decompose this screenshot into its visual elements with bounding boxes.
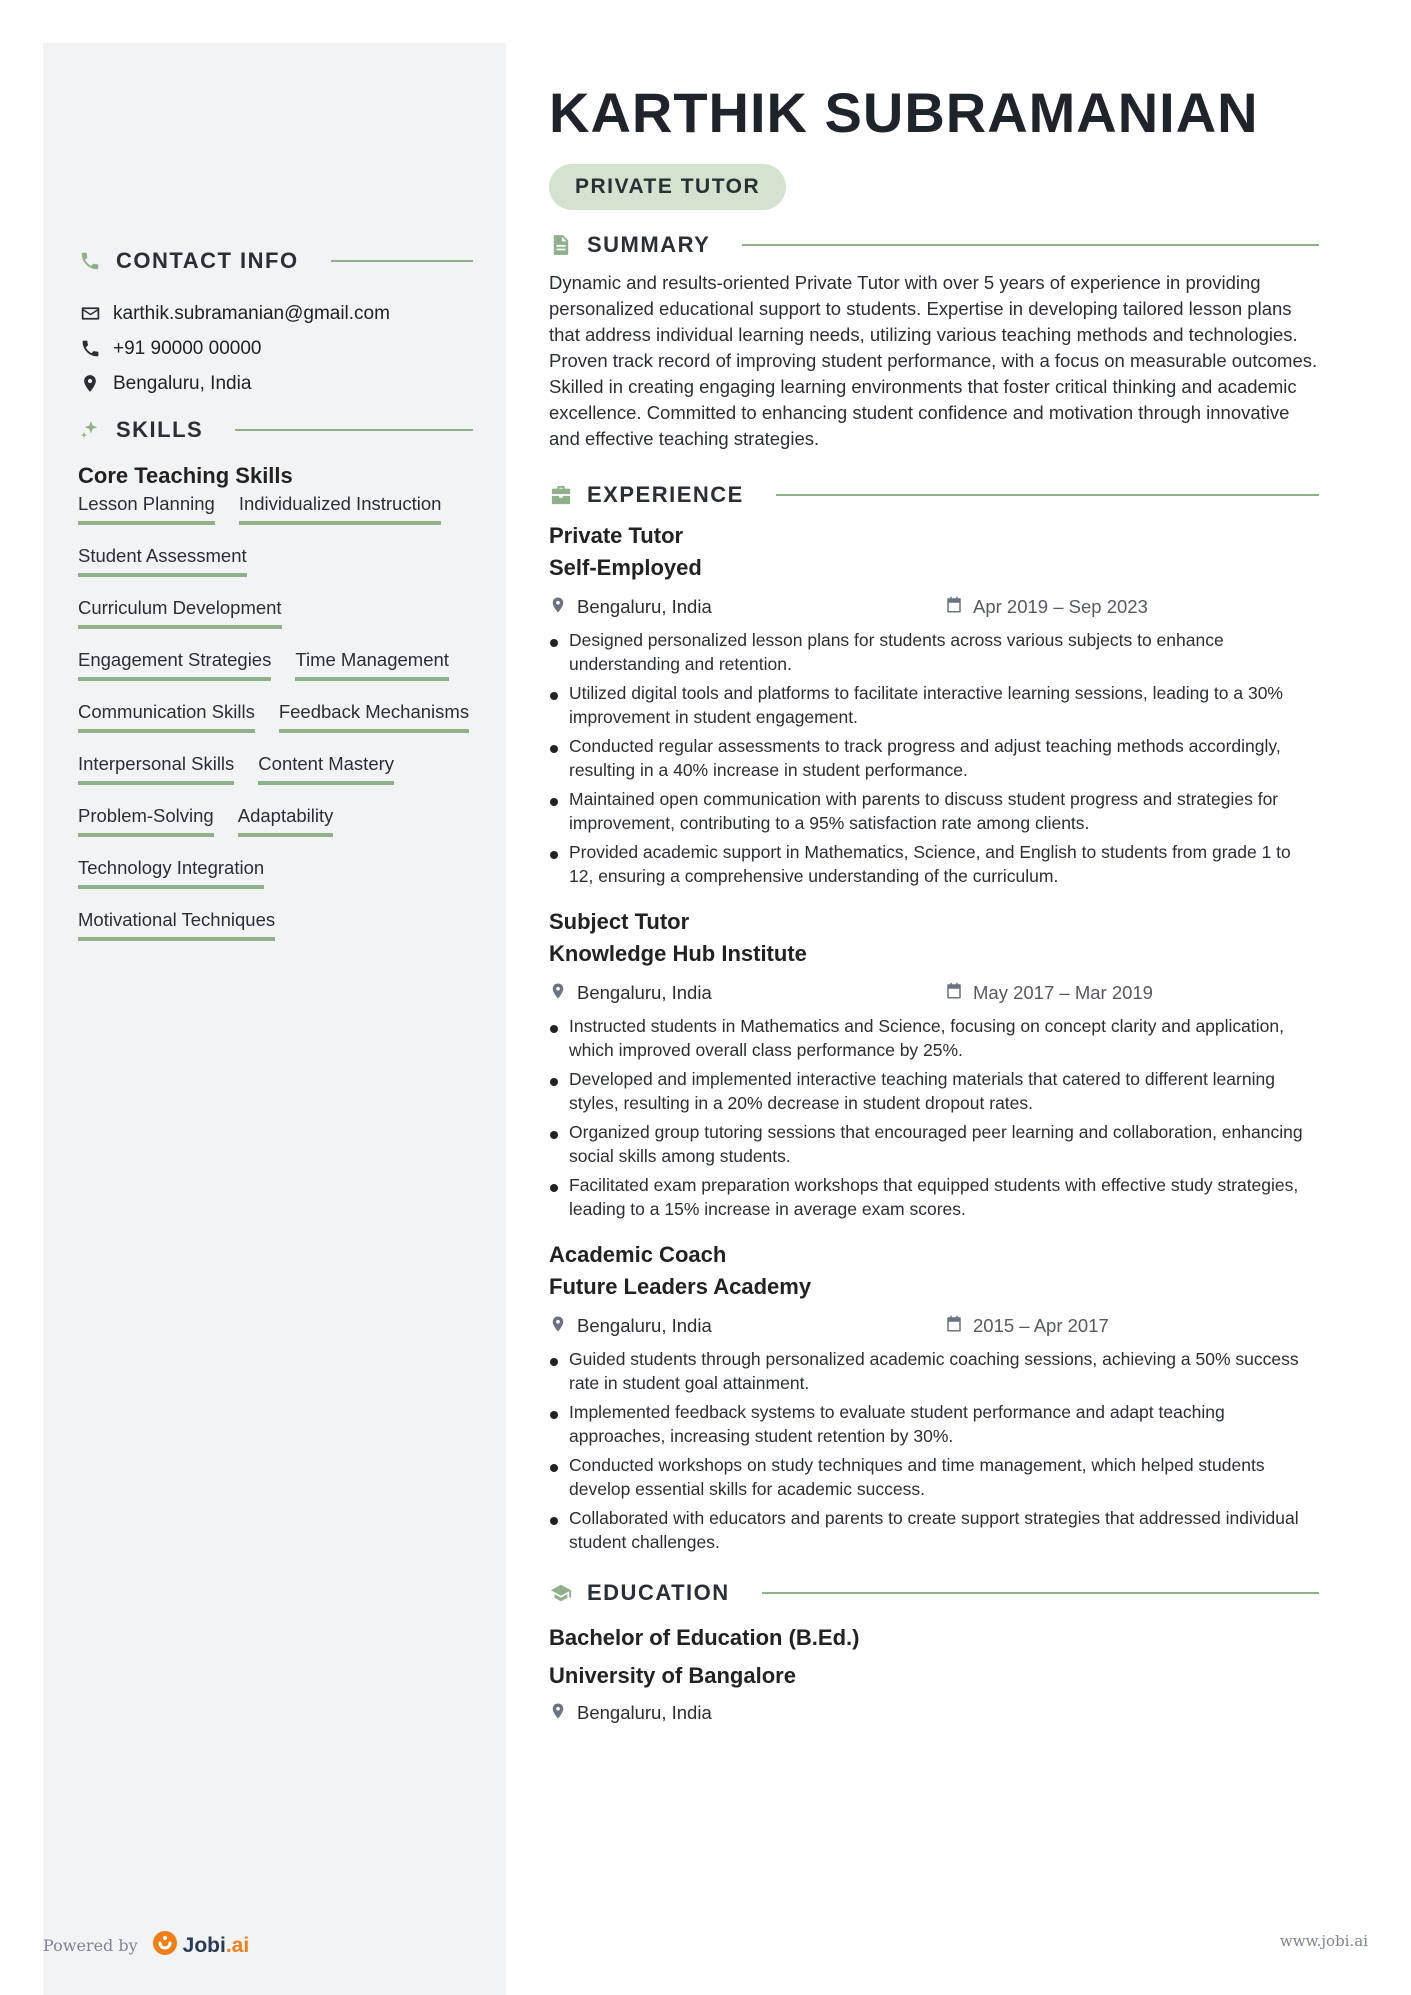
contact-title: CONTACT INFO	[116, 248, 299, 273]
job-company: Self-Employed	[549, 555, 702, 580]
job-dates	[945, 596, 1148, 619]
sidebar	[43, 43, 506, 1995]
skill-tag: Curriculum Development	[78, 597, 282, 629]
contact-phone-row	[78, 331, 473, 366]
contact-divider	[331, 260, 473, 262]
location-pin-icon	[549, 595, 567, 620]
logo-suffix: .ai	[225, 1933, 250, 1957]
education-location	[549, 1701, 945, 1726]
job-dates-text: Apr 2019 – Sep 2023	[973, 596, 1148, 617]
education-school: University of Bangalore	[549, 1663, 796, 1688]
bullet-item: Instructed students in Mathematics and Science, focusing on concept clarity and application, which improved overall class performance by 25%.	[549, 1014, 1319, 1062]
briefcase-icon	[549, 483, 573, 507]
calendar-icon	[945, 1315, 963, 1338]
bullet-item: Guided students through personalized academic coaching sessions, achieving a 50% success rate in student goal attainment.	[549, 1347, 1319, 1395]
summary-text: Dynamic and results-oriented Private Tutor with over 5 years of experience in providing personalized educational support to students. Expertise in developing tailored lesson plans that address individual learning needs, utilizing various teaching methods and technologies. Proven track record of improving student performance, with a focus on measurable outcomes. Skilled in creating engaging learning environments that foster critical thinking and academic excellence. Committed to enhancing student confidence and motivation through innovative and effective teaching strategies.	[549, 272, 1318, 449]
phone-icon	[78, 249, 102, 273]
skill-tag: Lesson Planning	[78, 493, 215, 525]
skill-tag: Communication Skills	[78, 701, 255, 733]
main-content	[549, 80, 1319, 1726]
location-pin-icon	[549, 1701, 567, 1726]
contact-phone: +91 90000 00000	[113, 337, 262, 359]
graduation-cap-icon	[549, 1581, 573, 1605]
skill-tag: Adaptability	[238, 805, 334, 837]
phone-icon	[78, 338, 102, 360]
contact-section	[78, 248, 473, 401]
summary-header	[549, 232, 1319, 258]
powered-by-text: Powered by	[43, 1936, 138, 1955]
calendar-icon	[945, 596, 963, 619]
job-dates	[945, 982, 1153, 1005]
bullet-item: Collaborated with educators and parents to create support strategies that addressed individual student challenges.	[549, 1506, 1319, 1554]
job-location	[549, 595, 945, 620]
location-pin-icon	[78, 373, 102, 395]
job-location-text: Bengaluru, India	[577, 596, 712, 617]
skill-tag: Feedback Mechanisms	[279, 701, 469, 733]
location-pin-icon	[549, 1314, 567, 1339]
skill-tag: Motivational Techniques	[78, 909, 275, 941]
bullet-item: Organized group tutoring sessions that encouraged peer learning and collaboration, enhancing social skills among students.	[549, 1120, 1319, 1168]
job-entry	[549, 1239, 1319, 1554]
contact-header	[78, 248, 473, 274]
skills-divider	[235, 429, 473, 431]
contact-location: Bengaluru, India	[113, 372, 252, 394]
skill-tag: Technology Integration	[78, 857, 264, 889]
skill-tag: Time Management	[295, 649, 449, 681]
summary-title: SUMMARY	[587, 232, 711, 257]
job-title: Academic Coach	[549, 1242, 727, 1267]
candidate-name: KARTHIK SUBRAMANIAN	[549, 81, 1259, 144]
job-bullets	[549, 1014, 1319, 1221]
job-dates-text: May 2017 – Mar 2019	[973, 982, 1153, 1003]
bullet-item: Designed personalized lesson plans for students across various subjects to enhance understanding and retention.	[549, 628, 1319, 676]
education-divider	[762, 1592, 1319, 1594]
bullet-item: Conducted regular assessments to track progress and adjust teaching methods accordingly, resulting in a 40% increase in student performance.	[549, 734, 1319, 782]
job-company: Knowledge Hub Institute	[549, 941, 807, 966]
role-badge: PRIVATE TUTOR	[549, 164, 786, 210]
bullet-item: Conducted workshops on study techniques and time management, which helped students develop essential skills for academic success.	[549, 1453, 1319, 1501]
skill-tags	[78, 493, 473, 961]
skill-tag: Interpersonal Skills	[78, 753, 234, 785]
skills-section	[78, 417, 473, 961]
skill-tag: Individualized Instruction	[239, 493, 442, 525]
bullet-item: Developed and implemented interactive teaching materials that catered to different learning styles, resulting in a 20% decrease in student dropout rates.	[549, 1067, 1319, 1115]
location-pin-icon	[549, 981, 567, 1006]
job-location-text: Bengaluru, India	[577, 1315, 712, 1336]
bullet-item: Implemented feedback systems to evaluate student performance and adapt teaching approaches, increasing student retention by 30%.	[549, 1400, 1319, 1448]
experience-divider	[776, 494, 1319, 496]
jobi-logo-icon	[152, 1930, 178, 1961]
job-entry	[549, 906, 1319, 1221]
contact-location-row	[78, 366, 473, 401]
skill-tag: Student Assessment	[78, 545, 247, 577]
experience-title: EXPERIENCE	[587, 482, 744, 507]
job-title: Subject Tutor	[549, 909, 690, 934]
skills-header	[78, 417, 473, 443]
footer-branding	[43, 1930, 249, 1961]
job-location-text: Bengaluru, India	[577, 982, 712, 1003]
skill-tag: Engagement Strategies	[78, 649, 271, 681]
contact-email-row	[78, 296, 473, 331]
job-title: Private Tutor	[549, 523, 684, 548]
email-icon	[78, 303, 102, 325]
job-location	[549, 1314, 945, 1339]
skills-title: SKILLS	[116, 417, 204, 442]
footer-url[interactable]: www.jobi.ai	[1279, 1932, 1368, 1950]
jobi-logo[interactable]	[152, 1930, 250, 1961]
education-header	[549, 1580, 1319, 1606]
skill-category: Core Teaching Skills	[78, 463, 293, 488]
job-company: Future Leaders Academy	[549, 1274, 812, 1299]
sparkle-icon	[78, 418, 102, 442]
bullet-item: Maintained open communication with parents to discuss student progress and strategies for improvement, contributing to a 95% satisfaction rate among clients.	[549, 787, 1319, 835]
job-entry	[549, 520, 1319, 888]
skill-tag: Content Mastery	[258, 753, 394, 785]
skill-tag: Problem-Solving	[78, 805, 214, 837]
bullet-item: Provided academic support in Mathematics, Science, and English to students from grade 1 to 12, ensuring a comprehensive understanding of the curriculum.	[549, 840, 1319, 888]
job-location	[549, 981, 945, 1006]
bullet-item: Facilitated exam preparation workshops that equipped students with effective study strategies, leading to a 15% increase in average exam scores.	[549, 1173, 1319, 1221]
job-bullets	[549, 1347, 1319, 1554]
contact-email[interactable]: karthik.subramanian@gmail.com	[113, 302, 390, 324]
education-degree: Bachelor of Education (B.Ed.)	[549, 1625, 860, 1650]
summary-divider	[742, 244, 1319, 246]
experience-header	[549, 482, 1319, 508]
logo-brand: Jobi	[182, 1933, 226, 1957]
bullet-item: Utilized digital tools and platforms to facilitate interactive learning sessions, leading to a 30% improvement in student engagement.	[549, 681, 1319, 729]
education-location-text: Bengaluru, India	[577, 1702, 712, 1723]
education-title: EDUCATION	[587, 1580, 730, 1605]
job-bullets	[549, 628, 1319, 888]
calendar-icon	[945, 982, 963, 1005]
job-dates	[945, 1315, 1109, 1338]
job-dates-text: 2015 – Apr 2017	[973, 1315, 1109, 1336]
document-icon	[549, 233, 573, 257]
